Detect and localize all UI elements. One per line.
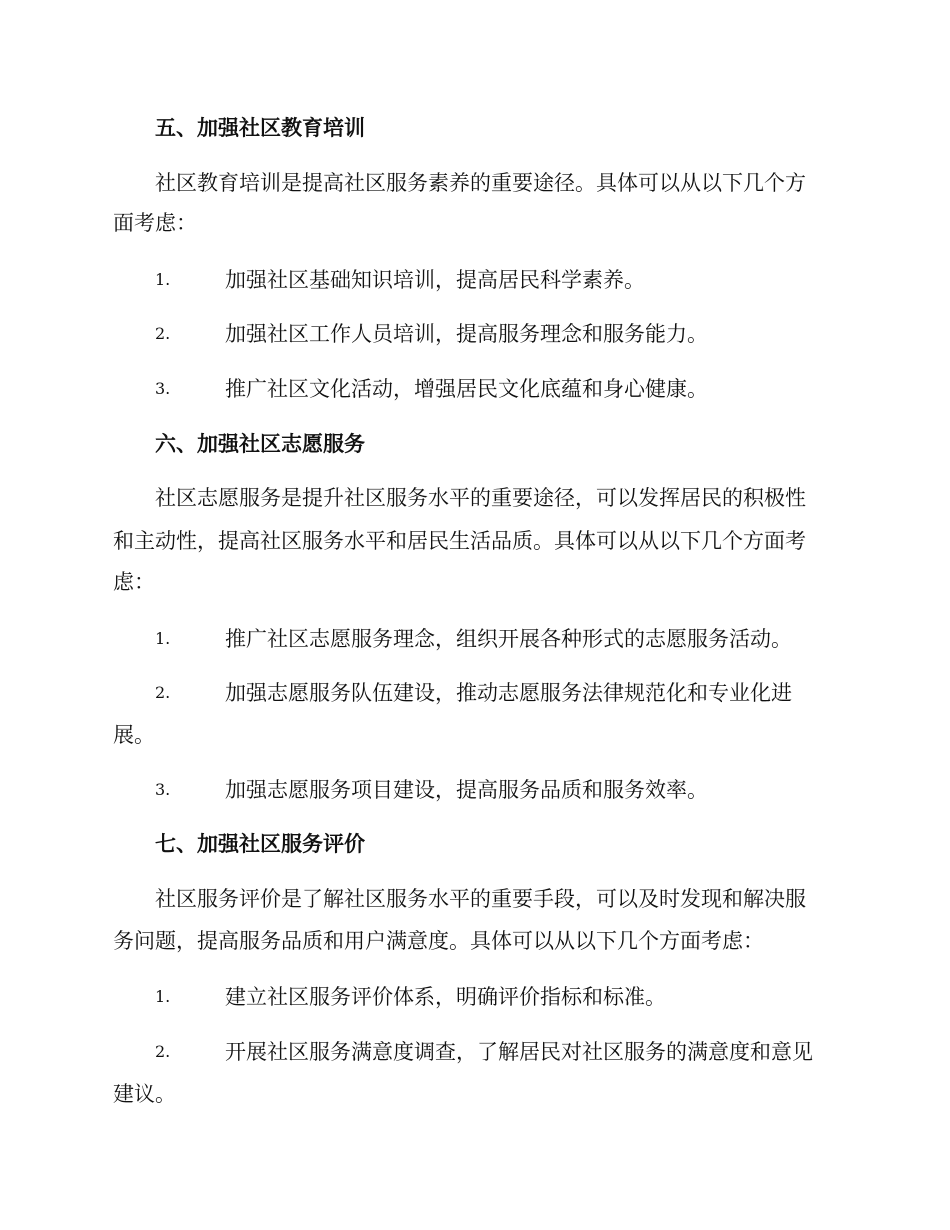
paragraph-line: 社区志愿服务是提升社区服务水平的重要途径，可以发挥居民的积极性 bbox=[155, 486, 806, 510]
list-item-text: 加强社区基础知识培训，提高居民科学素养。 bbox=[225, 268, 645, 292]
list-item-number: 1. bbox=[155, 629, 171, 648]
list-item-number: 2. bbox=[155, 1042, 171, 1061]
list-item-text: 加强社区工作人员培训，提高服务理念和服务能力。 bbox=[225, 322, 708, 346]
list-item-number: 1. bbox=[155, 987, 171, 1006]
paragraph-line: 社区服务评价是了解社区服务水平的重要手段，可以及时发现和解决服 bbox=[155, 887, 806, 911]
section-heading: 七、加强社区服务评价 bbox=[155, 831, 365, 856]
list-item-continuation: 建议。 bbox=[113, 1082, 176, 1106]
paragraph-line: 面考虑： bbox=[113, 211, 197, 235]
paragraph-line: 虑： bbox=[113, 570, 155, 594]
list-item-number: 2. bbox=[155, 683, 171, 702]
list-item-text: 加强志愿服务队伍建设，推动志愿服务法律规范化和专业化进 bbox=[225, 681, 792, 705]
list-item-number: 3. bbox=[155, 379, 171, 398]
list-item-number: 3. bbox=[155, 780, 171, 799]
paragraph-line: 和主动性，提高社区服务水平和居民生活品质。具体可以从以下几个方面考 bbox=[113, 529, 806, 553]
list-item-continuation: 展。 bbox=[113, 723, 155, 747]
list-item-text: 建立社区服务评价体系，明确评价指标和标准。 bbox=[225, 985, 666, 1009]
list-item-text: 推广社区志愿服务理念，组织开展各种形式的志愿服务活动。 bbox=[225, 627, 792, 651]
list-item-number: 2. bbox=[155, 324, 171, 343]
section-heading: 六、加强社区志愿服务 bbox=[155, 431, 365, 456]
section-heading: 五、加强社区教育培训 bbox=[155, 115, 365, 140]
paragraph-line: 社区教育培训是提高社区服务素养的重要途径。具体可以从以下几个方 bbox=[155, 171, 806, 195]
paragraph-line: 务问题，提高服务品质和用户满意度。具体可以从以下几个方面考虑： bbox=[113, 929, 764, 953]
list-item-text: 开展社区服务满意度调查，了解居民对社区服务的满意度和意见 bbox=[225, 1040, 813, 1064]
list-item-number: 1. bbox=[155, 270, 171, 289]
list-item-text: 加强志愿服务项目建设，提高服务品质和服务效率。 bbox=[225, 778, 708, 802]
list-item-text: 推广社区文化活动，增强居民文化底蕴和身心健康。 bbox=[225, 377, 708, 401]
